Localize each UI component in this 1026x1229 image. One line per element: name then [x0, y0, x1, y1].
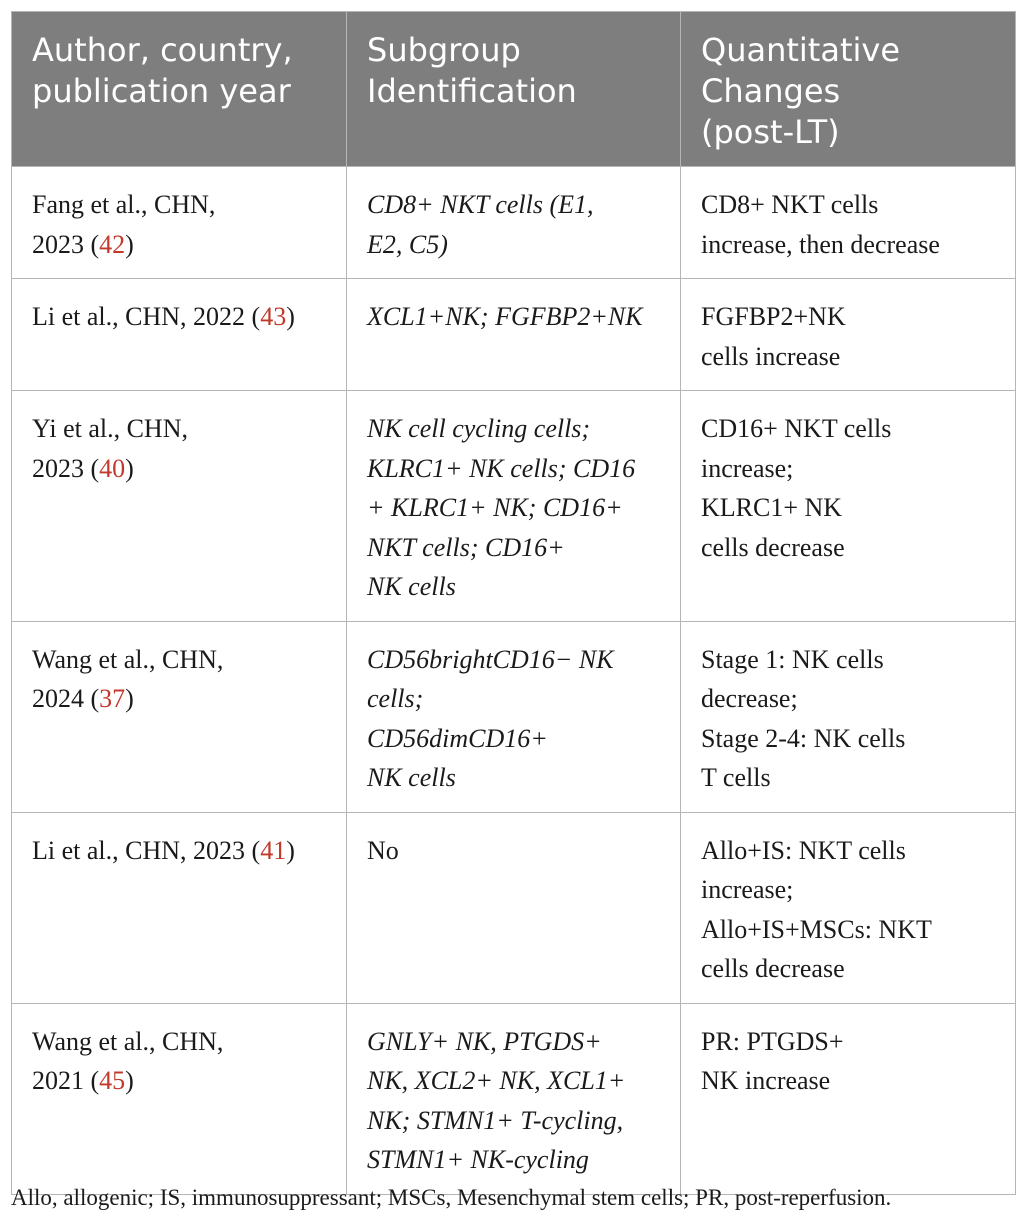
change-text: increase, then decrease: [701, 229, 940, 259]
subgroup-text: NKT cells; CD16+: [367, 532, 565, 562]
subgroup-cell: [347, 279, 681, 391]
author-text: 2021 (45): [32, 1066, 134, 1095]
change-text: cells decrease: [701, 954, 845, 983]
subgroup-text: NK cells: [367, 572, 456, 601]
change-text: decrease;: [701, 684, 798, 713]
author-cell: [12, 391, 347, 622]
change-text: CD16+ NKT cells: [701, 414, 892, 443]
change-text: cells increase: [701, 341, 841, 371]
reference-link[interactable]: 40: [99, 453, 126, 483]
author-cell: [12, 812, 347, 1003]
change-cell: [681, 812, 1016, 1003]
change-text: KLRC1+ NK: [701, 493, 843, 522]
author-text-part: 2023 (: [32, 229, 100, 259]
change-text: Allo+IS+MSCs: NKT: [701, 914, 932, 944]
change-text: PR: PTGDS+: [701, 1026, 844, 1056]
subgroup-text: E2, C5): [367, 229, 448, 259]
header-text: Author, country,: [32, 31, 293, 69]
author-text: Li et al., CHN, 2022 (43): [32, 302, 295, 331]
table-row: [12, 812, 1016, 1003]
change-text: Allo+IS: NKT cells: [701, 835, 906, 865]
change-text: NK increase: [701, 1066, 831, 1095]
subgroup-text: cells;: [367, 684, 424, 713]
subgroup-text: NK cell cycling cells;: [367, 414, 591, 443]
change-text: Stage 1: NK cells: [701, 644, 884, 674]
table-row: [12, 1003, 1016, 1194]
subgroup-cell: [347, 621, 681, 812]
change-text: CD8+ NKT cells: [701, 190, 879, 219]
subgroup-text: XCL1+NK; FGFBP2+NK: [367, 302, 643, 331]
subgroup-text: NK, XCL2+ NK, XCL1+: [367, 1066, 626, 1095]
author-cell: [12, 621, 347, 812]
author-text-part: 2023 (: [32, 453, 100, 483]
change-text: increase;: [701, 875, 794, 904]
subgroup-text: CD56dimCD16+: [367, 723, 548, 753]
subgroup-text: NK cells: [367, 763, 456, 792]
subgroup-text: STMN1+ NK-cycling: [367, 1145, 589, 1174]
subgroup-text: + KLRC1+ NK; CD16+: [367, 493, 623, 522]
table-row: [12, 621, 1016, 812]
subgroup-text: GNLY+ NK, PTGDS+: [367, 1026, 602, 1056]
subgroup-text: CD56brightCD16− NK: [367, 644, 614, 674]
author-text: Wang et al., CHN,: [32, 1026, 224, 1056]
subgroup-cell: [347, 167, 681, 279]
change-cell: [681, 167, 1016, 279]
table-body: [12, 167, 1016, 1195]
author-text: Yi et al., CHN,: [32, 414, 188, 443]
change-text: Stage 2-4: NK cells: [701, 723, 906, 753]
subgroup-text: CD8+ NKT cells (E1,: [367, 190, 594, 219]
header-author: [12, 12, 347, 167]
author-text-part: 2021 (: [32, 1066, 100, 1095]
author-cell: [12, 167, 347, 279]
header-text: (post-LT): [701, 113, 840, 151]
subgroup-text: NK; STMN1+ T-cycling,: [367, 1105, 624, 1135]
subgroup-text: No: [367, 835, 399, 865]
change-text: FGFBP2+NK: [701, 302, 846, 331]
table-row: [12, 391, 1016, 622]
header-text: publication year: [32, 72, 291, 110]
author-text: Fang et al., CHN,: [32, 190, 216, 219]
header-text: Subgroup: [367, 31, 521, 69]
author-text-part: Li et al., CHN, 2023 (: [32, 835, 261, 865]
author-text-part: Li et al., CHN, 2022 (: [32, 302, 261, 331]
author-text: 2023 (42): [32, 229, 134, 259]
reference-link[interactable]: 43: [260, 302, 287, 331]
reference-link[interactable]: 45: [99, 1066, 126, 1095]
table-row: [12, 279, 1016, 391]
header-text: Identification: [367, 72, 577, 110]
reference-link[interactable]: 41: [260, 835, 287, 865]
change-text: increase;: [701, 453, 794, 483]
author-text-part: 2024 (: [32, 684, 100, 713]
author-cell: [12, 1003, 347, 1194]
table-row: [12, 167, 1016, 279]
author-cell: [12, 279, 347, 391]
change-text: cells decrease: [701, 532, 845, 562]
reference-link[interactable]: 42: [99, 229, 126, 259]
author-text: 2024 (37): [32, 684, 134, 713]
header-row: [12, 12, 1016, 167]
header-text: Quantitative: [701, 31, 901, 69]
author-text: Li et al., CHN, 2023 (41): [32, 835, 295, 865]
change-cell: [681, 1003, 1016, 1194]
subgroup-cell: [347, 1003, 681, 1194]
change-text: T cells: [701, 763, 771, 792]
author-text: Wang et al., CHN,: [32, 644, 224, 674]
header-changes: [681, 12, 1016, 167]
subgroup-text: KLRC1+ NK cells; CD16: [367, 453, 636, 483]
header-text: Changes: [701, 72, 841, 110]
header-subgroup: [347, 12, 681, 167]
change-cell: [681, 621, 1016, 812]
table-footnote: Allo, allogenic; IS, immunosuppressant; MSCs, Mesenchymal stem cells; PR, post-reperfusion.: [11, 1185, 892, 1210]
author-text: 2023 (40): [32, 453, 134, 483]
change-cell: [681, 279, 1016, 391]
subgroup-cell: [347, 391, 681, 622]
reference-link[interactable]: 37: [99, 684, 126, 713]
subgroup-cell: [347, 812, 681, 1003]
data-table: [11, 11, 1016, 1195]
change-cell: [681, 391, 1016, 622]
